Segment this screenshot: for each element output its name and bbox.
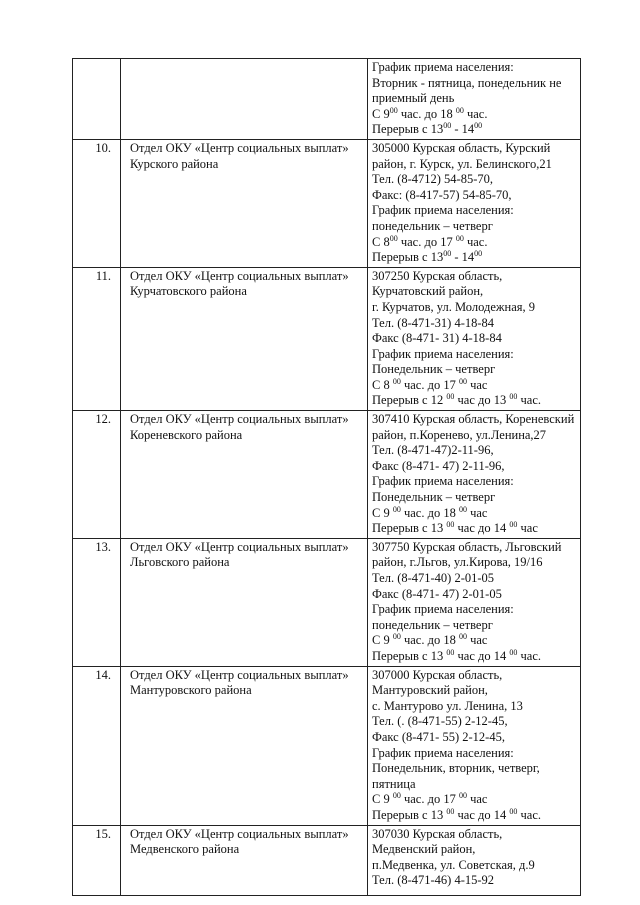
time-minutes-superscript: 00 bbox=[458, 505, 467, 514]
row-number: 12. bbox=[73, 411, 121, 539]
contact-text: час. bbox=[463, 234, 488, 249]
contact-text: Тел. (8-471-47)2-11-96, bbox=[372, 443, 494, 458]
time-minutes-superscript: 00 bbox=[392, 505, 401, 514]
contact-text: Курчатовский район, bbox=[372, 284, 484, 299]
contact-text: час bbox=[466, 633, 488, 648]
contact-text: Перерыв с 13 bbox=[372, 807, 447, 822]
contact-line bbox=[372, 443, 580, 459]
table-row bbox=[73, 139, 581, 267]
contact-line bbox=[372, 808, 580, 824]
contact-line bbox=[372, 699, 580, 715]
contact-line bbox=[372, 393, 580, 409]
office-name bbox=[121, 139, 368, 267]
time-minutes-superscript: 00 bbox=[458, 633, 467, 642]
contact-line bbox=[372, 235, 580, 251]
contact-text: час bbox=[466, 505, 488, 520]
contact-line bbox=[372, 362, 580, 378]
office-contact-info bbox=[368, 825, 581, 895]
contact-line bbox=[372, 91, 580, 107]
contact-text: час. до 18 bbox=[400, 633, 459, 648]
contact-text: Мантуровский район, bbox=[372, 683, 488, 698]
contact-text: График приема населения: bbox=[372, 60, 514, 74]
contact-text: Перерыв с 13 bbox=[372, 521, 447, 536]
contact-text: Факс (8-471- 47) 2-01-05 bbox=[372, 586, 502, 601]
contact-line bbox=[372, 490, 580, 506]
contact-line bbox=[372, 668, 580, 684]
contact-line bbox=[372, 157, 580, 173]
contact-text: час. bbox=[517, 807, 541, 822]
contact-line bbox=[372, 618, 580, 634]
contact-text: час bbox=[466, 792, 488, 807]
contact-line bbox=[372, 316, 580, 332]
contact-line bbox=[372, 474, 580, 490]
row-number: 13. bbox=[73, 538, 121, 666]
contact-line bbox=[372, 555, 580, 571]
contact-text: 307250 Курская область, bbox=[372, 268, 503, 283]
contact-line bbox=[372, 459, 580, 475]
contact-text: понедельник – четверг bbox=[372, 617, 493, 632]
office-contact-info bbox=[368, 59, 581, 140]
contact-text: С 9 bbox=[372, 792, 393, 807]
contact-text: График приема населения: bbox=[372, 745, 514, 760]
office-contact-info bbox=[368, 139, 581, 267]
table-body bbox=[73, 59, 581, 896]
office-contact-info bbox=[368, 666, 581, 825]
contact-line bbox=[372, 76, 580, 92]
contact-line bbox=[372, 506, 580, 522]
time-minutes-superscript: 00 bbox=[509, 393, 518, 402]
time-minutes-superscript: 00 bbox=[392, 633, 401, 642]
contact-text: С 9 bbox=[372, 505, 393, 520]
time-minutes-superscript: 00 bbox=[392, 792, 401, 801]
contact-text: С 9 bbox=[372, 106, 390, 121]
time-minutes-superscript: 00 bbox=[443, 250, 452, 259]
contact-text: час. до 17 bbox=[400, 377, 459, 392]
office-name-line: Медвенского района bbox=[130, 842, 240, 857]
contact-text: 307410 Курская область, Кореневский bbox=[372, 412, 575, 427]
contact-line bbox=[372, 269, 580, 285]
contact-line bbox=[372, 633, 580, 649]
time-minutes-superscript: 00 bbox=[446, 807, 455, 816]
time-minutes-superscript: 00 bbox=[392, 377, 401, 386]
office-name-line: Отдел ОКУ «Центр социальных выплат» bbox=[130, 412, 349, 427]
contact-text: час. до 17 bbox=[397, 234, 456, 249]
contact-text: час. bbox=[463, 106, 488, 121]
contact-text: Тел. (8-4712) 54-85-70, bbox=[372, 172, 494, 187]
contact-text: г. Курчатов, ул. Молодежная, 9 bbox=[372, 299, 536, 314]
contact-text: Факс (8-471- 31) 4-18-84 bbox=[372, 331, 502, 346]
contact-text: 307000 Курская область, bbox=[372, 667, 503, 682]
contact-text: Тел. (. (8-471-55) 2-12-45, bbox=[372, 714, 508, 729]
contact-text: час bbox=[517, 521, 538, 536]
contact-text: час до 14 bbox=[454, 521, 510, 536]
time-minutes-superscript: 00 bbox=[509, 521, 518, 530]
offices-table bbox=[72, 58, 581, 896]
office-name-line: Льговского района bbox=[130, 555, 230, 570]
row-number: 10. bbox=[73, 139, 121, 267]
contact-line bbox=[372, 683, 580, 699]
office-name bbox=[121, 267, 368, 410]
office-name-line: Отдел ОКУ «Центр социальных выплат» bbox=[130, 826, 349, 841]
table-row bbox=[73, 825, 581, 895]
contact-line bbox=[372, 122, 580, 138]
contact-line bbox=[372, 571, 580, 587]
contact-text: - 14 bbox=[451, 122, 475, 137]
contact-line bbox=[372, 587, 580, 603]
office-name bbox=[121, 538, 368, 666]
contact-text: пятница bbox=[372, 776, 416, 791]
office-contact-info bbox=[368, 411, 581, 539]
row-number: 11. bbox=[73, 267, 121, 410]
contact-line bbox=[372, 792, 580, 808]
contact-text: час до 13 bbox=[454, 393, 510, 408]
office-name bbox=[121, 411, 368, 539]
time-minutes-superscript: 00 bbox=[446, 521, 455, 530]
office-name-line: Отдел ОКУ «Центр социальных выплат» bbox=[130, 268, 349, 283]
office-name bbox=[121, 59, 368, 140]
contact-text: п.Медвенка, ул. Советская, д.9 bbox=[372, 857, 535, 872]
contact-text: Факс (8-471- 47) 2-11-96, bbox=[372, 458, 505, 473]
contact-line bbox=[372, 188, 580, 204]
contact-text: район, г.Льгов, ул.Кирова, 19/16 bbox=[372, 555, 543, 570]
time-minutes-superscript: 00 bbox=[389, 234, 398, 243]
contact-line bbox=[372, 347, 580, 363]
office-name bbox=[121, 825, 368, 895]
contact-line bbox=[372, 730, 580, 746]
office-name-line: Курчатовского района bbox=[130, 284, 247, 299]
contact-line bbox=[372, 172, 580, 188]
contact-text: час bbox=[466, 377, 488, 392]
contact-text: час. до 18 bbox=[400, 505, 459, 520]
contact-line bbox=[372, 412, 580, 428]
contact-text: С 8 bbox=[372, 234, 390, 249]
contact-text: район, г. Курск, ул. Белинского,21 bbox=[372, 156, 552, 171]
contact-line bbox=[372, 649, 580, 665]
contact-text: С 8 bbox=[372, 377, 393, 392]
contact-line bbox=[372, 858, 580, 874]
table-row bbox=[73, 538, 581, 666]
contact-line bbox=[372, 540, 580, 556]
contact-text: район, п.Коренево, ул.Ленина,27 bbox=[372, 427, 547, 442]
contact-text: Перерыв с 12 bbox=[372, 393, 447, 408]
time-minutes-superscript: 00 bbox=[446, 393, 455, 402]
contact-line bbox=[372, 746, 580, 762]
contact-text: Понедельник – четверг bbox=[372, 490, 496, 505]
contact-text: приемный день bbox=[372, 91, 455, 106]
contact-line bbox=[372, 827, 580, 843]
contact-text: час. до 17 bbox=[400, 792, 459, 807]
contact-text: час до 14 bbox=[454, 648, 510, 663]
contact-text: Вторник - пятница, понедельник не bbox=[372, 75, 562, 90]
contact-line bbox=[372, 284, 580, 300]
table-row bbox=[73, 666, 581, 825]
office-name-line: Кореневского района bbox=[130, 427, 243, 442]
office-name-line: Курского района bbox=[130, 156, 219, 171]
table-row bbox=[73, 267, 581, 410]
office-name-line: Отдел ОКУ «Центр социальных выплат» bbox=[130, 667, 349, 682]
contact-text: час. bbox=[517, 393, 541, 408]
contact-line bbox=[372, 602, 580, 618]
contact-text: Понедельник, вторник, четверг, bbox=[372, 761, 540, 776]
contact-text: с. Мантурово ул. Ленина, 13 bbox=[372, 698, 523, 713]
contact-text: Перерыв с 13 bbox=[372, 250, 444, 265]
contact-text: 305000 Курская область, Курский bbox=[372, 140, 551, 155]
contact-line bbox=[372, 250, 580, 266]
contact-text: понедельник – четверг bbox=[372, 218, 493, 233]
time-minutes-superscript: 00 bbox=[446, 648, 455, 657]
contact-text: Перерыв с 13 bbox=[372, 648, 447, 663]
office-name bbox=[121, 666, 368, 825]
contact-line bbox=[372, 203, 580, 219]
contact-text: Тел. (8-471-46) 4-15-92 bbox=[372, 873, 495, 888]
contact-text: Факс (8-471- 55) 2-12-45, bbox=[372, 729, 505, 744]
contact-text: График приема населения: bbox=[372, 203, 514, 218]
contact-line bbox=[372, 300, 580, 316]
contact-line bbox=[372, 331, 580, 347]
contact-text: Факс: (8-417-57) 54-85-70, bbox=[372, 187, 512, 202]
contact-line bbox=[372, 141, 580, 157]
office-contact-info bbox=[368, 267, 581, 410]
time-minutes-superscript: 00 bbox=[455, 234, 464, 243]
time-minutes-superscript: 00 bbox=[443, 122, 452, 131]
contact-text: Тел. (8-471-40) 2-01-05 bbox=[372, 571, 495, 585]
contact-text: Понедельник – четверг bbox=[372, 362, 496, 377]
contact-text: Тел. (8-471-31) 4-18-84 bbox=[372, 315, 495, 330]
contact-line bbox=[372, 521, 580, 537]
contact-text: - 14 bbox=[451, 250, 475, 265]
time-minutes-superscript: 00 bbox=[509, 648, 518, 657]
office-name-line: Мантуровского района bbox=[130, 683, 252, 698]
contact-line bbox=[372, 714, 580, 730]
contact-line bbox=[372, 761, 580, 777]
time-minutes-superscript: 00 bbox=[509, 807, 518, 816]
row-number: 14. bbox=[73, 666, 121, 825]
time-minutes-superscript: 00 bbox=[458, 377, 467, 386]
contact-line bbox=[372, 378, 580, 394]
contact-line bbox=[372, 842, 580, 858]
time-minutes-superscript: 00 bbox=[389, 106, 398, 115]
contact-text: час. bbox=[517, 648, 541, 663]
contact-line bbox=[372, 428, 580, 444]
contact-line bbox=[372, 107, 580, 123]
office-name-line: Отдел ОКУ «Центр социальных выплат» bbox=[130, 539, 349, 554]
contact-line bbox=[372, 219, 580, 235]
contact-text: час до 14 bbox=[454, 807, 510, 822]
contact-text: час. до 18 bbox=[397, 106, 456, 121]
time-minutes-superscript: 00 bbox=[474, 122, 483, 131]
time-minutes-superscript: 00 bbox=[455, 106, 464, 115]
table-row bbox=[73, 59, 581, 140]
contact-line bbox=[372, 60, 580, 76]
row-number bbox=[73, 59, 121, 140]
contact-text: С 9 bbox=[372, 633, 393, 648]
contact-line bbox=[372, 873, 580, 889]
table-row bbox=[73, 411, 581, 539]
office-name-line: Отдел ОКУ «Центр социальных выплат» bbox=[130, 140, 349, 155]
contact-line bbox=[372, 777, 580, 793]
contact-text: График приема населения: bbox=[372, 602, 514, 617]
time-minutes-superscript: 00 bbox=[458, 792, 467, 801]
contact-text: График приема населения: bbox=[372, 346, 514, 361]
contact-text: 307750 Курская область, Льговский bbox=[372, 539, 562, 554]
contact-text: Медвенский район, bbox=[372, 842, 476, 857]
time-minutes-superscript: 00 bbox=[474, 250, 483, 259]
contact-text: 307030 Курская область, bbox=[372, 826, 503, 841]
row-number: 15. bbox=[73, 825, 121, 895]
contact-text: Перерыв с 13 bbox=[372, 122, 444, 137]
office-contact-info bbox=[368, 538, 581, 666]
contact-text: График приема населения: bbox=[372, 474, 514, 489]
